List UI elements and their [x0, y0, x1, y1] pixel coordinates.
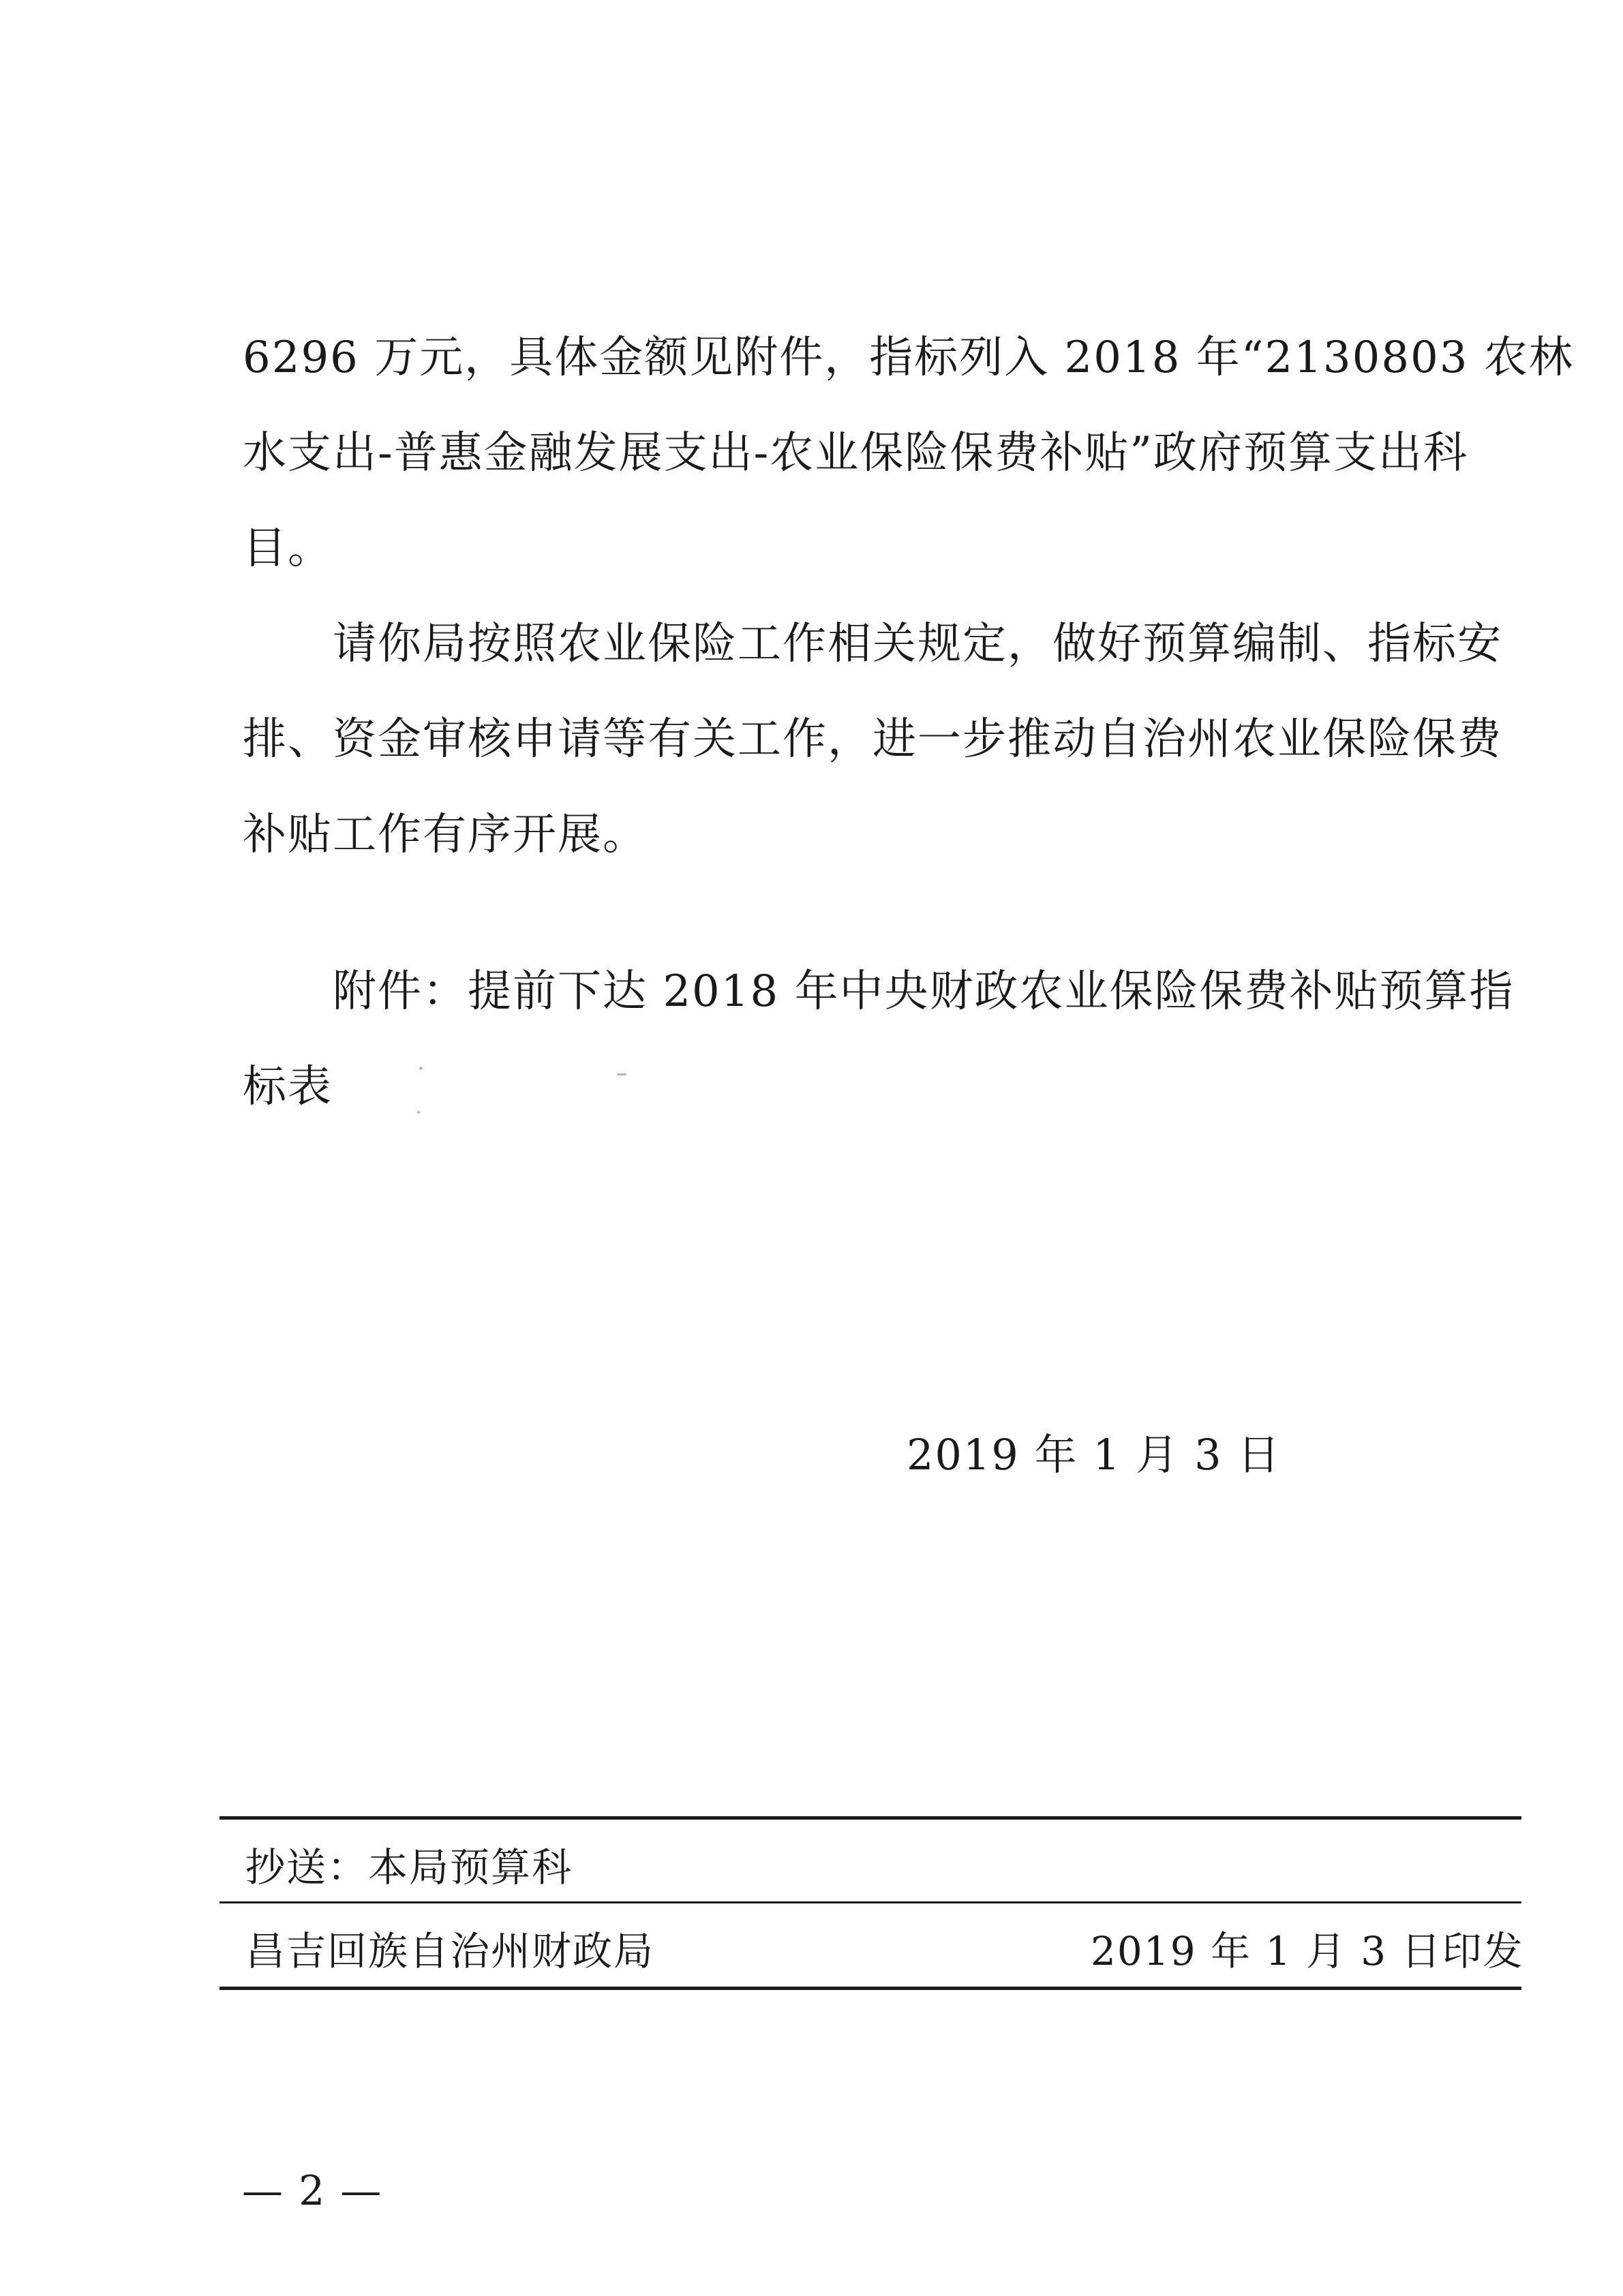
scan-speck: [417, 1111, 420, 1114]
page-number: — 2 —: [242, 2167, 383, 2215]
body-line: 补贴工作有序开展。: [243, 810, 648, 860]
attachment-line: 附件：提前下达 2018 年中央财政农业保险保费补贴预算指: [243, 966, 1515, 1017]
body-line: 目。: [243, 523, 333, 574]
issue-date: 2019 年 1 月 3 日印发: [1091, 1928, 1524, 1974]
issuer-name: 昌吉回族自治州财政局: [245, 1928, 655, 1974]
cc-line: 抄送：本局预算科: [245, 1844, 573, 1891]
body-line: 水支出-普惠金融发展支出-农业保险保费补贴”政府预算支出科: [243, 428, 1468, 478]
body-line: 6296 万元，具体金额见附件，指标列入 2018 年“2130803 农林: [243, 333, 1574, 383]
signing-date: 2019 年 1 月 3 日: [907, 1430, 1281, 1480]
bottom-rule: [219, 1987, 1521, 1990]
attachment-line: 标表: [243, 1062, 333, 1112]
body-line: 请你局按照农业保险工作相关规定，做好预算编制、指标安: [243, 619, 1502, 669]
top-rule: [219, 1816, 1521, 1820]
scan-speck: [419, 1067, 423, 1070]
scan-speck: [617, 1073, 626, 1075]
middle-rule: [219, 1901, 1521, 1903]
body-line: 排、资金审核申请等有关工作，进一步推动自治州农业保险保费: [243, 714, 1502, 765]
